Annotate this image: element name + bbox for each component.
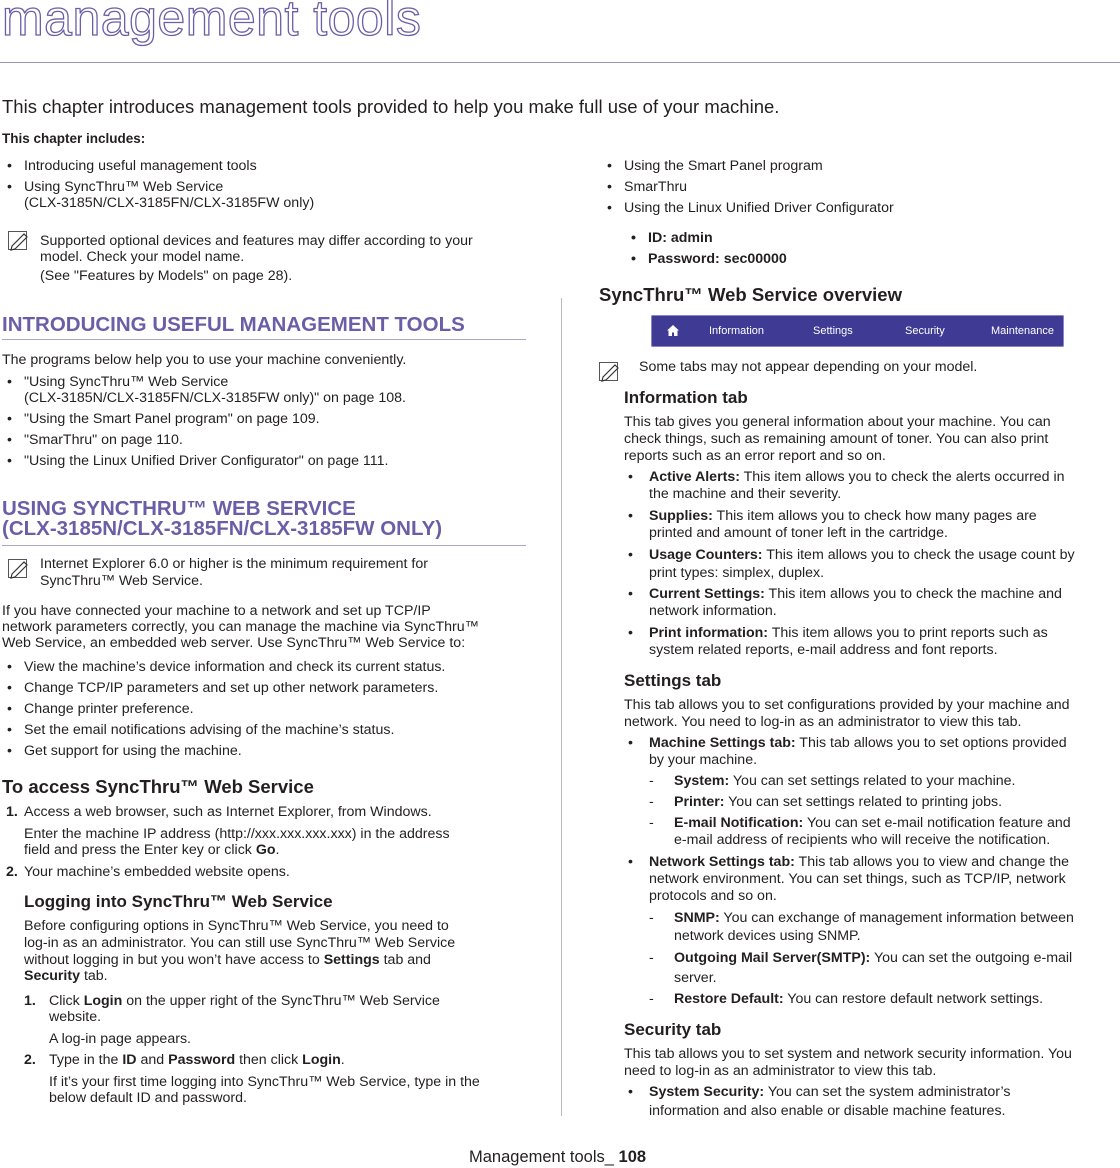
- paragraph: The programs below help you to use your machine conveniently.: [2, 352, 407, 368]
- paragraph: This tab allows you to set configurations provided by your machine and: [624, 697, 1070, 713]
- tab-settings[interactable]: Settings: [813, 325, 853, 337]
- sub-text: e-mail address of recipients who will receive the notification.: [674, 832, 1051, 848]
- item-text: This item allows you to check the usage count by: [762, 547, 1075, 563]
- heading-rule: [2, 339, 526, 340]
- text: on the upper right of the SyncThru™ Web Service: [122, 993, 440, 1009]
- note-text: model. Check your model name.: [40, 249, 245, 265]
- chapter-intro: This chapter introduces management tools provided to help you make full use of your machine.: [2, 96, 780, 117]
- toc-link[interactable]: Using the Smart Panel program: [624, 158, 823, 174]
- page-number: 108: [618, 1148, 647, 1166]
- paragraph: [24, 968, 108, 984]
- step-text: Enter the machine IP address (http://xxx.xxx.xxx.xxx) in the address: [24, 826, 450, 842]
- sub-label: System:: [674, 773, 730, 789]
- section-heading: (CLX-3185N/CLX-3185FN/CLX-3185FW ONLY): [2, 517, 443, 540]
- item-label: Machine Settings tab:: [649, 735, 796, 751]
- page-footer: [469, 1149, 646, 1165]
- toc-link-cont[interactable]: (CLX-3185N/CLX-3185FN/CLX-3185FW only): [24, 195, 315, 211]
- text: field and press the Enter key or click: [24, 842, 256, 858]
- toc-left: [2, 158, 314, 211]
- sub-label: Restore Default:: [674, 991, 784, 1007]
- item-label: Network Settings tab:: [649, 854, 795, 870]
- sub-text: network devices using SNMP.: [674, 928, 861, 944]
- item-text: system related reports, e-mail address and font reports.: [649, 642, 998, 658]
- paragraph: network. You need to log-in as an administrator to view this tab.: [624, 714, 1022, 730]
- sub-label: Printer:: [674, 794, 725, 810]
- toc-item[interactable]: [2, 179, 314, 211]
- paragraph: need to log-in as an administrator to view this tab.: [624, 1063, 937, 1079]
- item-text: This tab allows you to set options provided: [795, 735, 1067, 751]
- settings-tab-heading: Settings tab: [624, 671, 722, 690]
- text: tab.: [80, 968, 108, 984]
- text: Click: [49, 993, 84, 1009]
- toc-item[interactable]: [602, 179, 894, 195]
- pencil-note-icon: [599, 362, 623, 382]
- sub-label: Outgoing Mail Server(SMTP):: [674, 950, 871, 966]
- note-text: (See "Features by Models" on page 28).: [40, 268, 293, 284]
- paragraph: log-in as an administrator. You can still use SyncThru™ Web Service: [24, 935, 456, 951]
- sub-text: You can set e-mail notification feature and: [803, 815, 1071, 831]
- credentials-list: [626, 230, 787, 267]
- list-item[interactable]: [2, 374, 406, 406]
- toc-link[interactable]: Introducing useful management tools: [24, 158, 257, 174]
- item-text: This item allows you to check the alerts occurred in: [739, 469, 1065, 485]
- step-number: 2.: [24, 1052, 36, 1068]
- step-text: Your machine’s embedded website opens.: [24, 864, 290, 880]
- step-text: website.: [49, 1009, 102, 1025]
- text: Type in the: [49, 1052, 123, 1068]
- bullet-list: [2, 374, 406, 469]
- step-text: A log-in page appears.: [49, 1031, 191, 1047]
- item-text: printed and amount of toner left in the cartridge.: [649, 525, 948, 541]
- step-text: Access a web browser, such as Internet Explorer, from Windows.: [24, 804, 432, 820]
- credential-password: • Password: sec00000: [626, 251, 787, 267]
- section-heading: INTRODUCING USEFUL MANAGEMENT TOOLS: [2, 313, 465, 336]
- title-divider: [0, 62, 1120, 63]
- password-label: Password: [168, 1052, 236, 1068]
- item-text: You can set the system administrator’s: [764, 1084, 1011, 1100]
- syncthru-tab-bar: [651, 315, 1064, 347]
- sub-text: You can set the outgoing e-mail: [870, 950, 1073, 966]
- item-label: Current Settings:: [649, 586, 765, 602]
- paragraph: If you have connected your machine to a network and set up TCP/IP: [2, 603, 431, 619]
- bullet-list: [2, 659, 445, 759]
- toc-item[interactable]: [602, 158, 894, 174]
- list-item: • Change printer preference.: [2, 701, 445, 717]
- item-text: This item allows you to print reports such as: [768, 625, 1048, 641]
- item-label: Active Alerts:: [649, 469, 740, 485]
- step-text: [24, 842, 280, 858]
- text: and: [136, 1052, 169, 1068]
- home-icon[interactable]: [667, 325, 679, 336]
- xref-link[interactable]: "Using the Linux Unified Driver Configurator" on page 111.: [24, 453, 389, 469]
- tab-information[interactable]: Information: [709, 325, 765, 337]
- overview-heading: SyncThru™ Web Service overview: [599, 284, 902, 305]
- paragraph: Before configuring options in SyncThru™ Web Service, you need to: [24, 918, 449, 934]
- paragraph: [24, 952, 431, 968]
- paragraph: check things, such as remaining amount of toner. You can also print: [624, 431, 1049, 447]
- paragraph: Web Service, an embedded web server. Use SyncThru™ Web Service to:: [2, 635, 466, 651]
- paragraph: reports such as an error report and so on.: [624, 448, 886, 464]
- pencil-note-icon: [8, 231, 32, 251]
- column-divider: [561, 298, 562, 1116]
- chapter-title: management tools: [2, 0, 422, 46]
- item-text: This item allows you to check how many pages are: [712, 508, 1037, 524]
- note-text: Supported optional devices and features may differ according to your: [40, 233, 473, 249]
- security-tab-heading: Security tab: [624, 1020, 722, 1039]
- xref-link[interactable]: "Using SyncThru™ Web Service: [24, 374, 229, 390]
- list-item: • Set the email notifications advising of the machine’s status.: [2, 722, 445, 738]
- subsection-heading: Logging into SyncThru™ Web Service: [24, 892, 333, 911]
- list-item: • View the machine’s device information and check its current status.: [2, 659, 445, 675]
- tab-maintenance[interactable]: Maintenance: [991, 325, 1054, 337]
- tab-security[interactable]: Security: [905, 325, 945, 337]
- step-text: [49, 993, 440, 1009]
- item-text: This tab allows you to view and change the: [794, 854, 1070, 870]
- sub-text: You can exchange of management information between: [719, 910, 1074, 926]
- toc-right: [602, 158, 894, 216]
- step-number: 1.: [6, 804, 18, 820]
- item-text: protocols and so on.: [649, 888, 777, 904]
- list-item[interactable]: [2, 411, 406, 427]
- id-label: ID: [122, 1052, 137, 1068]
- item-label: Print information:: [649, 625, 769, 641]
- step-text: below default ID and password.: [49, 1090, 247, 1106]
- sub-text: You can set settings related to printing jobs.: [724, 794, 1003, 810]
- item-text: network information.: [649, 603, 777, 619]
- subsection-heading: To access SyncThru™ Web Service: [2, 776, 314, 797]
- text: .: [340, 1052, 345, 1068]
- footer-label: Management tools_: [469, 1148, 619, 1166]
- list-item: • Change TCP/IP parameters and set up other network parameters.: [2, 680, 445, 696]
- item-label: Supplies:: [649, 508, 713, 524]
- go-label: Go: [255, 842, 276, 858]
- item-text: This item allows you to check the machine and: [764, 586, 1062, 602]
- settings-label: Settings: [323, 952, 380, 968]
- sub-text: You can restore default network settings.: [783, 991, 1044, 1007]
- toc-item[interactable]: [602, 200, 894, 216]
- xref-link[interactable]: "SmarThru" on page 110.: [24, 432, 183, 448]
- text: .: [275, 842, 280, 858]
- note-text: SyncThru™ Web Service.: [40, 573, 203, 589]
- login-label: Login: [83, 993, 123, 1009]
- toc-link[interactable]: Using SyncThru™ Web Service: [24, 179, 224, 195]
- sub-text: server.: [674, 970, 717, 986]
- item-label: Usage Counters:: [649, 547, 763, 563]
- section-heading: USING SYNCTHRU™ WEB SERVICE: [2, 497, 356, 520]
- note-text: Internet Explorer 6.0 or higher is the minimum requirement for: [40, 556, 428, 572]
- text: without logging in but you won’t have access to: [24, 952, 324, 968]
- item-text: information and also enable or disable machine features.: [649, 1103, 1006, 1119]
- step-text: [49, 1052, 345, 1068]
- note-text: Some tabs may not appear depending on your model.: [639, 359, 978, 375]
- heading-rule: [2, 545, 526, 546]
- sub-text: You can set settings related to your machine.: [729, 773, 1016, 789]
- paragraph: This tab allows you to set system and network security information. You: [624, 1046, 1072, 1062]
- paragraph: network parameters correctly, you can manage the machine via SyncThru™: [2, 619, 479, 635]
- xref-link[interactable]: (CLX-3185N/CLX-3185FN/CLX-3185FW only)" on page 108.: [24, 390, 406, 406]
- login-label: Login: [302, 1052, 341, 1068]
- includes-label: This chapter includes:: [2, 131, 146, 146]
- text: tab and: [379, 952, 431, 968]
- toc-item[interactable]: [2, 158, 314, 174]
- step-number: 1.: [24, 993, 36, 1009]
- pencil-note-icon: [8, 559, 32, 579]
- sub-label: E-mail Notification:: [674, 815, 804, 831]
- step-number: 2.: [6, 864, 18, 880]
- list-item[interactable]: [2, 432, 406, 448]
- toc-link[interactable]: Using the Linux Unified Driver Configurator: [624, 200, 894, 216]
- item-text: network environment. You can set things, such as TCP/IP, network: [649, 871, 1066, 887]
- credential-id: • ID: admin: [626, 230, 787, 246]
- list-item: • Get support for using the machine.: [2, 743, 445, 759]
- xref-link[interactable]: "Using the Smart Panel program" on page 109.: [24, 411, 320, 427]
- step-text: If it’s your first time logging into SyncThru™ Web Service, type in the: [49, 1074, 480, 1090]
- item-label: System Security:: [649, 1084, 765, 1100]
- sub-label: SNMP:: [674, 910, 720, 926]
- security-label: Security: [24, 968, 80, 984]
- paragraph: This tab gives you general information about your machine. You can: [624, 414, 1051, 430]
- item-text: by your machine.: [649, 752, 758, 768]
- item-text: the machine and their severity.: [649, 486, 842, 502]
- info-tab-heading: Information tab: [624, 388, 748, 407]
- item-text: print types: simplex, duplex.: [649, 565, 825, 581]
- text: then click: [235, 1052, 303, 1068]
- toc-link[interactable]: SmarThru: [624, 179, 688, 195]
- list-item[interactable]: [2, 453, 406, 469]
